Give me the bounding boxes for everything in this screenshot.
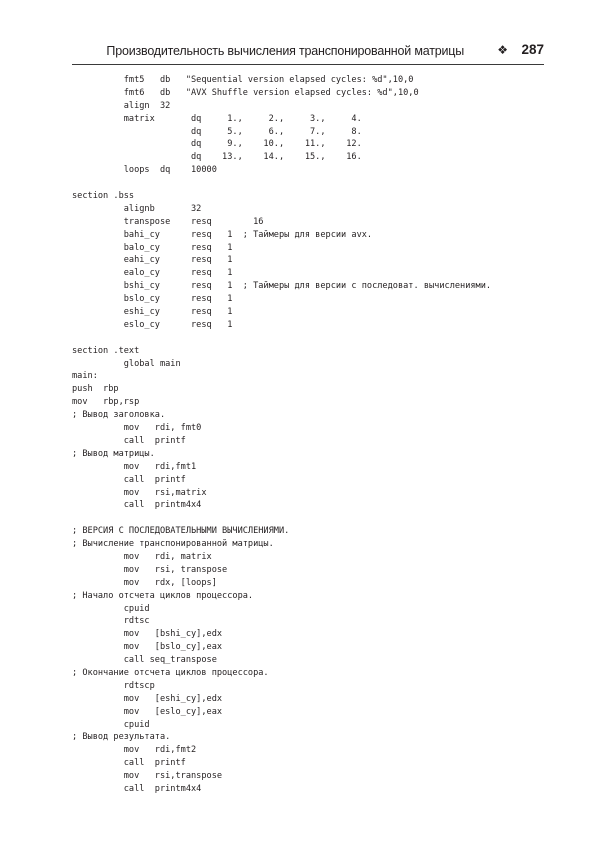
code-line: dq 5., 6., 7., 8. [72, 126, 362, 137]
code-line: mov rdi, matrix [72, 551, 212, 562]
chapter-title: Производительность вычисления транспонированной матрицы [106, 44, 464, 58]
code-line [72, 177, 552, 190]
code-line: mov [bshi_cy],edx [72, 629, 223, 640]
code-listing [72, 74, 552, 796]
code-line: transpose resq 16 [72, 216, 264, 227]
running-header [72, 42, 544, 65]
code-line: mov rdx, [loops] [72, 577, 217, 588]
page-number: 287 [521, 42, 544, 57]
code-line: ; Начало отсчета циклов процессора. [72, 590, 254, 601]
code-line [72, 512, 552, 525]
code-line: push rbp [72, 384, 119, 395]
code-line: dq 9., 10., 11., 12. [72, 139, 362, 150]
code-line: section .text [72, 345, 140, 356]
code-line: rdtsc [72, 616, 150, 627]
code-line: main: [72, 371, 98, 382]
code-line: ealo_cy resq 1 [72, 268, 233, 279]
code-line: ; ВЕРСИЯ С ПОСЛЕДОВАТЕЛЬНЫМИ ВЫЧИСЛЕНИЯМИ. [72, 526, 290, 537]
code-line: call printf [72, 474, 186, 485]
code-line: eslo_cy resq 1 [72, 319, 233, 330]
code-line: eahi_cy resq 1 [72, 255, 233, 266]
code-line: mov rdi,fmt2 [72, 745, 197, 756]
code-line: bahi_cy resq 1 ; Таймеры для версии avx. [72, 229, 373, 240]
diamond-ornament-icon: ❖ [497, 43, 508, 57]
code-line: rdtscp [72, 680, 155, 691]
code-line: mov rsi,matrix [72, 487, 207, 498]
code-line: dq 13., 14., 15., 16. [72, 152, 362, 163]
code-line: mov rsi,transpose [72, 771, 223, 782]
code-line: call printm4x4 [72, 500, 202, 511]
code-line: eshi_cy resq 1 [72, 307, 233, 318]
code-line: call printm4x4 [72, 783, 202, 794]
code-line: matrix dq 1., 2., 3., 4. [72, 113, 362, 124]
code-line [72, 332, 552, 345]
code-line: ; Вывод матрицы. [72, 448, 155, 459]
code-line: balo_cy resq 1 [72, 242, 233, 253]
code-line: fmt6 db "AVX Shuffle version elapsed cycles: %d",10,0 [72, 87, 419, 98]
code-line: mov rbp,rsp [72, 397, 140, 408]
code-line: ; Вывод заголовка. [72, 410, 166, 421]
code-line: ; Окончание отсчета циклов процессора. [72, 667, 269, 678]
code-line: mov rdi, fmt0 [72, 423, 202, 434]
code-line: bslo_cy resq 1 [72, 294, 233, 305]
code-line: cpuid [72, 603, 150, 614]
code-line: bshi_cy resq 1 ; Таймеры для версии с последоват. вычислениями. [72, 281, 492, 292]
code-line: loops dq 10000 [72, 165, 217, 176]
code-line: mov [eshi_cy],edx [72, 693, 223, 704]
code-line: global main [72, 358, 181, 369]
code-line: mov [eslo_cy],eax [72, 706, 223, 717]
code-line: ; Вывод результата. [72, 732, 171, 743]
code-line: fmt5 db "Sequential version elapsed cycles: %d",10,0 [72, 75, 414, 85]
code-line: mov [bslo_cy],eax [72, 642, 223, 653]
code-line: call printf [72, 758, 186, 769]
code-line: ; Вычисление транспонированной матрицы. [72, 539, 274, 550]
code-line: alignb 32 [72, 203, 202, 214]
code-line: align 32 [72, 100, 171, 111]
code-line: mov rdi,fmt1 [72, 461, 197, 472]
code-line: cpuid [72, 719, 150, 730]
code-line: call printf [72, 435, 186, 446]
code-line: call seq_transpose [72, 655, 217, 666]
code-line: mov rsi, transpose [72, 564, 228, 575]
code-line: section .bss [72, 191, 135, 202]
